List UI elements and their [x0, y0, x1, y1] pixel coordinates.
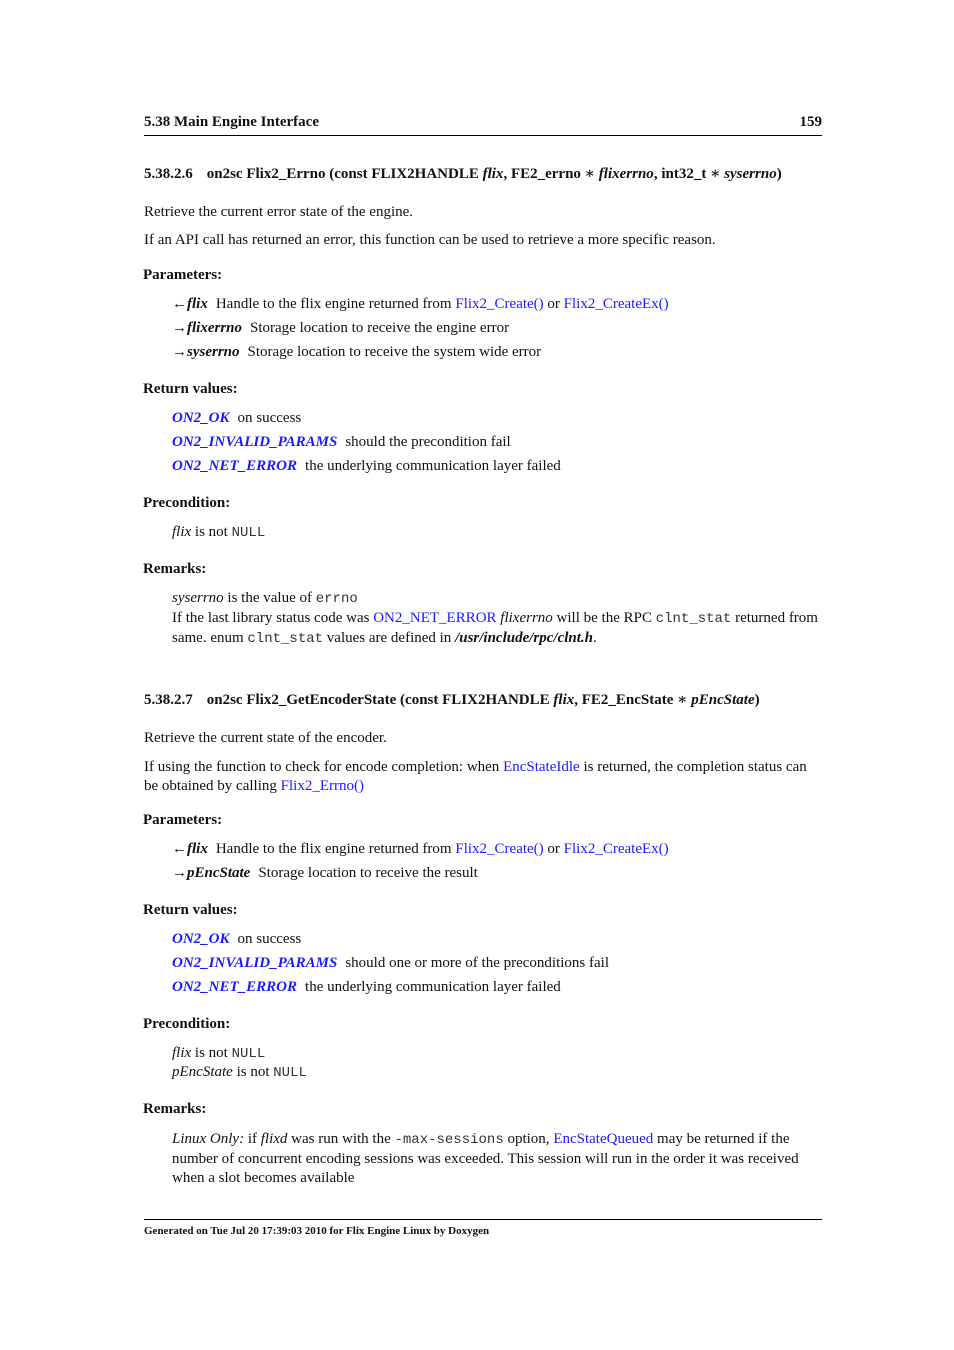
sig-text: ): [754, 692, 760, 708]
retval-desc: on success: [237, 410, 302, 426]
param-desc: Handle to the flix engine returned from: [215, 296, 452, 312]
retval-item: [172, 434, 511, 451]
sig-text: on2sc Flix2_GetEncoderState (const FLIX2HANDLE: [206, 692, 550, 708]
footer-text: Generated on Tue Jul 20 17:39:03 2010 for Flix Engine Linux by Doxygen: [144, 1225, 490, 1237]
retval-item: [172, 458, 561, 475]
on2-net-error-link[interactable]: ON2_NET_ERROR: [172, 458, 298, 474]
sig-text: ): [776, 166, 782, 182]
errno-code: errno: [315, 591, 358, 607]
remark-text: may be returned if the number of concurrent encoding sessions was exceeded. This session will run in the order it was received when a slot becomes available: [172, 1131, 799, 1186]
remark-text: if: [247, 1131, 257, 1147]
precondition-heading: Precondition:: [143, 1016, 231, 1032]
remark-text: .: [593, 630, 597, 646]
remark-lead: Linux Only:: [172, 1131, 245, 1147]
on2-net-error-link[interactable]: ON2_NET_ERROR: [172, 979, 298, 995]
encstatequeued-link[interactable]: EncStateQueued: [553, 1131, 654, 1147]
sig-text: on2sc Flix2_Errno (const FLIX2HANDLE: [206, 166, 479, 182]
function-heading-errno: [144, 164, 782, 183]
page-header: [144, 114, 822, 136]
retval-desc: the underlying communication layer failed: [305, 979, 561, 995]
sig-text: , FE2_EncState ∗: [574, 692, 688, 708]
param-desc: Storage location to receive the result: [258, 865, 478, 881]
remark-text: returned from same. enum: [172, 610, 818, 646]
null-code: NULL: [231, 1046, 266, 1062]
param-desc: Handle to the flix engine returned from: [215, 841, 452, 857]
on2-invalid-params-link[interactable]: ON2_INVALID_PARAMS: [172, 955, 338, 971]
param-name: pEncState: [187, 865, 251, 881]
on2-ok-link[interactable]: ON2_OK: [172, 931, 230, 947]
in-arrow-icon: ←: [172, 841, 187, 857]
retval-item: [172, 931, 301, 948]
out-arrow-icon: →: [172, 320, 187, 336]
pre-var: flix: [172, 524, 192, 540]
remark-paragraph: [172, 609, 822, 649]
sig-text: , int32_t ∗: [653, 166, 721, 182]
out-arrow-icon: →: [172, 344, 187, 360]
sig-param: syserrno: [724, 166, 777, 182]
on2-ok-link[interactable]: ON2_OK: [172, 410, 230, 426]
retval-desc: on success: [237, 931, 302, 947]
precondition-heading: Precondition:: [143, 495, 231, 511]
pre-var: flix: [172, 1045, 192, 1061]
function-heading-getencoderstate: [144, 690, 760, 709]
detail-description: If an API call has returned an error, this function can be used to retrieve a more specific reason.: [144, 232, 716, 248]
pre-text: is not: [194, 1045, 228, 1061]
detail-text: If using the function to check for encode completion: when: [144, 759, 500, 775]
sig-param: flixerrno: [598, 166, 654, 182]
null-code: NULL: [231, 525, 266, 541]
flix2-errno-link[interactable]: Flix2_Errno(): [280, 778, 364, 794]
brief-description: Retrieve the current state of the encoder.: [144, 730, 387, 746]
sig-param: flix: [553, 692, 575, 708]
sig-param: flix: [482, 166, 504, 182]
remarks-heading: Remarks:: [143, 561, 207, 577]
retval-desc: should the precondition fail: [345, 434, 511, 450]
max-sessions-code: -max-sessions: [394, 1132, 504, 1148]
remark-var: flixd: [260, 1131, 288, 1147]
section-number: 5.38.2.7: [144, 692, 193, 708]
remarks-heading: Remarks:: [143, 1101, 207, 1117]
remark-line: [172, 590, 358, 607]
remark-text: values are defined in: [326, 630, 452, 646]
parameters-heading: Parameters:: [143, 812, 223, 828]
precondition-text: [172, 524, 265, 541]
header-path: /usr/include/rpc/clnt.h: [455, 630, 594, 646]
retval-item: [172, 955, 609, 972]
page-footer: [144, 1219, 822, 1237]
retval-item: [172, 979, 561, 996]
param-item: [172, 320, 509, 337]
clnt-stat-code: clnt_stat: [655, 611, 732, 627]
retval-desc: should one or more of the preconditions fail: [345, 955, 609, 971]
parameters-heading: Parameters:: [143, 267, 223, 283]
detail-description: [144, 758, 822, 796]
param-desc: Storage location to receive the engine error: [250, 320, 510, 336]
sig-text: , FE2_errno ∗: [503, 166, 596, 182]
precondition-text: [172, 1045, 265, 1062]
param-desc: or: [547, 841, 560, 857]
retval-item: [172, 410, 301, 427]
flix2-create-link[interactable]: Flix2_Create(): [455, 296, 544, 312]
param-name: flixerrno: [187, 320, 243, 336]
return-values-heading: Return values:: [143, 381, 238, 397]
flix2-create-link[interactable]: Flix2_Create(): [455, 841, 544, 857]
section-number: 5.38.2.6: [144, 166, 193, 182]
param-item: [172, 865, 478, 882]
remark-paragraph: [172, 1130, 822, 1188]
pre-var: pEncState: [172, 1064, 233, 1080]
detail-text: is returned, the completion status can be obtained by calling: [144, 759, 807, 794]
param-item: [172, 344, 541, 361]
out-arrow-icon: →: [172, 865, 187, 881]
return-values-heading: Return values:: [143, 902, 238, 918]
brief-description: Retrieve the current error state of the engine.: [144, 204, 414, 220]
remark-text: will be the RPC: [556, 610, 652, 626]
pre-text: is not: [236, 1064, 270, 1080]
in-arrow-icon: ←: [172, 296, 187, 312]
param-item: [172, 296, 669, 313]
remark-text: If the last library status code was: [172, 610, 370, 626]
remark-var: syserrno: [172, 590, 224, 606]
sig-param: pEncState: [691, 692, 755, 708]
param-desc: Storage location to receive the system wide error: [247, 344, 542, 360]
retval-desc: the underlying communication layer failed: [305, 458, 561, 474]
param-desc: or: [547, 296, 560, 312]
remark-text: is the value of: [227, 590, 312, 606]
flix2-createex-link[interactable]: Flix2_CreateEx(): [563, 841, 669, 857]
param-item: [172, 841, 669, 858]
param-name: flix: [187, 841, 208, 857]
null-code: NULL: [273, 1065, 307, 1081]
header-section-title: 5.38 Main Engine Interface: [144, 114, 319, 130]
param-name: syserrno: [187, 344, 240, 360]
remark-text: was run with the: [291, 1131, 391, 1147]
encstateidle-link[interactable]: EncStateIdle: [503, 759, 580, 775]
pre-text: is not: [194, 524, 228, 540]
remark-var: flixerrno: [500, 610, 553, 626]
on2-invalid-params-link[interactable]: ON2_INVALID_PARAMS: [172, 434, 338, 450]
clnt-stat-code: clnt_stat: [247, 631, 324, 647]
param-name: flix: [187, 296, 208, 312]
on2-net-error-inline-link[interactable]: ON2_NET_ERROR: [373, 610, 497, 626]
precondition-text: [172, 1064, 307, 1081]
flix2-createex-link[interactable]: Flix2_CreateEx(): [563, 296, 669, 312]
remark-text: option,: [507, 1131, 550, 1147]
header-page-number: 159: [799, 114, 822, 130]
